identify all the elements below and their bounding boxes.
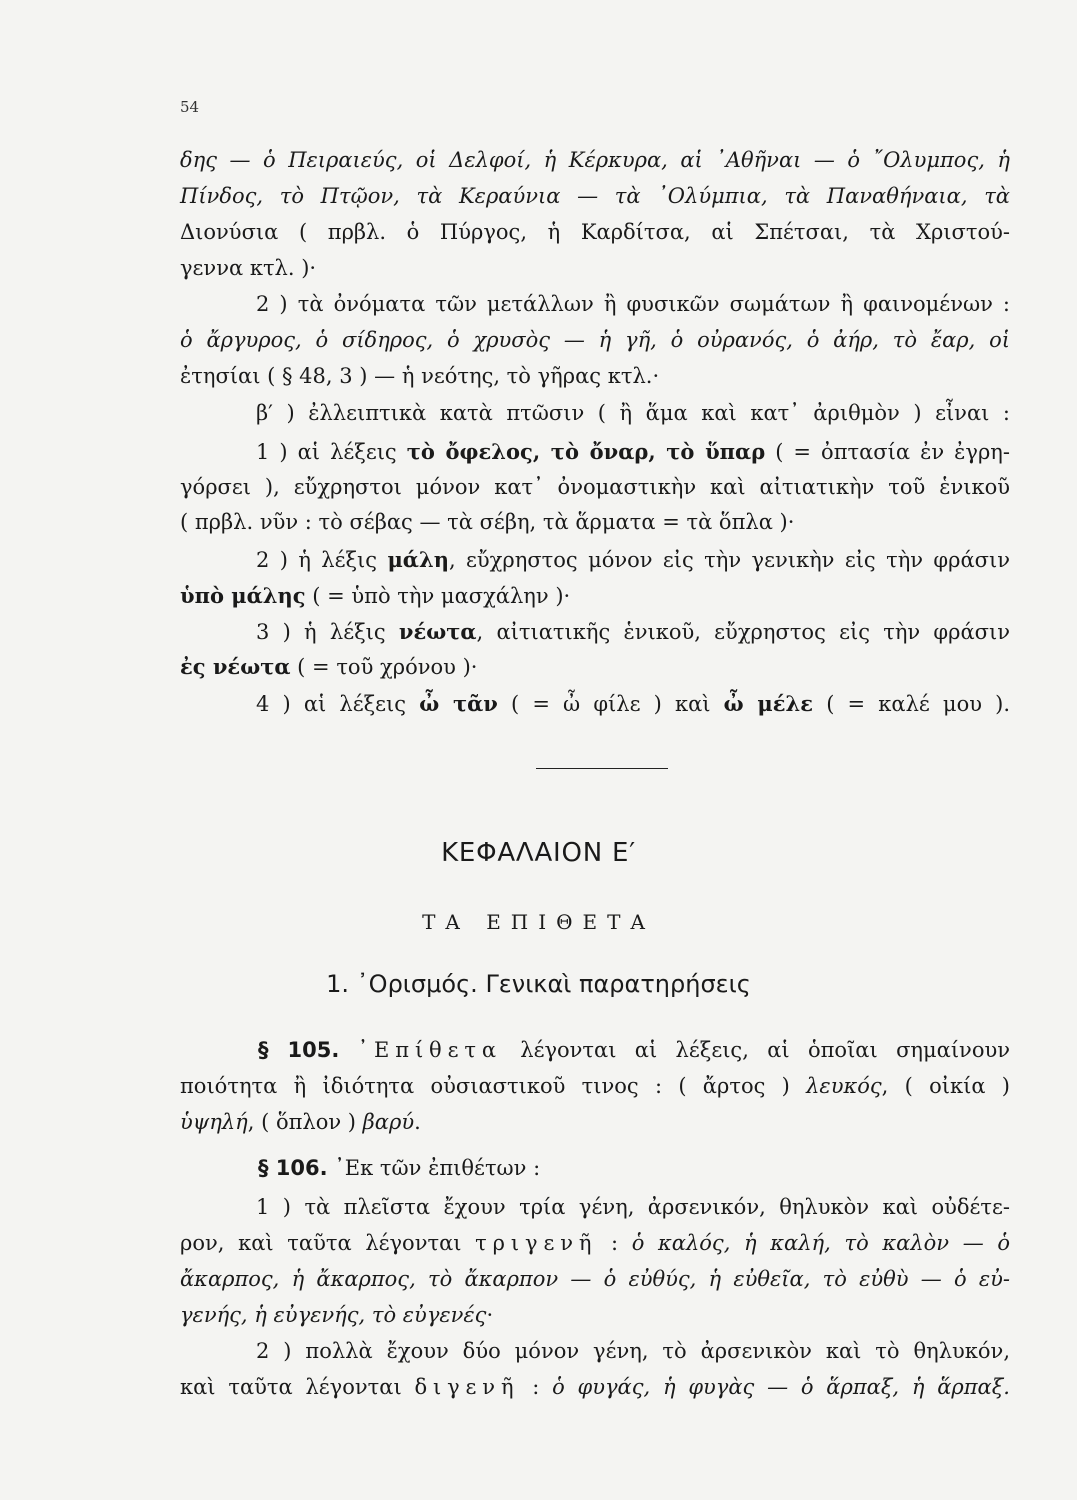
text-run: . — [414, 1110, 421, 1134]
subsection-title: 1. ᾿Ορισμός. Γενικαὶ παρατηρήσεις — [326, 970, 751, 998]
text-line: ( πρβλ. νῦν : τὸ σέβας — τὰ σέβη, τὰ ἅρματα = τὰ ὅπλα )· — [180, 510, 795, 534]
text-run: 2 ) ἡ λέξις — [256, 548, 388, 572]
text-run: καὶ ταῦτα λέγονται — [180, 1375, 415, 1399]
bold-term: ὑπὸ μάλης — [180, 583, 306, 608]
text-run: : — [597, 1231, 632, 1255]
section-title: ΤΑ ΕΠΙΘΕΤΑ — [422, 910, 655, 934]
italic-term: ὁ φυγάς, ἡ φυγὰς — ὁ ἅρπαξ, ἡ ἅρπαξ. — [552, 1375, 1010, 1399]
text-run: · — [486, 1303, 494, 1327]
text-line: Διονύσια ( πρβλ. ὁ Πύργος, ἡ Καρδίτσα, αἱ Σπέτσαι, τὰ Χριστού- — [180, 220, 1010, 244]
text-run: , ( οἰκία ) — [881, 1074, 1010, 1098]
bold-term: ἐς νέωτα — [180, 654, 291, 679]
text-line: ὁ ἄργυρος, ὁ σίδηρος, ὁ χρυσὸς — ἡ γῆ, ὁ οὐρανός, ὁ ἀήρ, τὸ ἔαρ, οἱ — [180, 328, 1010, 352]
section-divider — [536, 768, 668, 769]
text-run: 3 ) ἡ λέξις — [256, 620, 399, 644]
text-line: 2 ) τὰ ὀνόματα τῶν μετάλλων ἢ φυσικῶν σωμάτων ἢ φαινομένων : — [256, 292, 1010, 316]
paragraph-106 — [258, 1158, 1010, 1179]
text-line: δης — ὁ Πειραιεύς, οἱ Δελφοί, ἡ Κέρκυρα, αἱ ᾿Αθῆναι — ὁ ῎Ολυμπος, ἡ — [180, 148, 1010, 172]
text-line: β′ ) ἐλλειπτικὰ κατὰ πτῶσιν ( ἢ ἅμα καὶ κατ᾿ ἀριθμὸν ) εἶναι : — [256, 401, 1010, 425]
italic-term: ὑψηλή — [180, 1110, 248, 1134]
italic-term: βαρύ — [362, 1110, 415, 1134]
text-run: ( = ὦ φίλε ) καὶ — [497, 692, 724, 716]
text-run: 4 ) αἱ λέξεις — [256, 692, 420, 716]
text-line: ἄκαρπος, ἡ ἄκαρπος, τὸ ἄκαρπον — ὁ εὐθύς, ἡ εὐθεῖα, τὸ εὐθὺ — ὁ εὐ- — [180, 1267, 1010, 1291]
text-line: γεννα κτλ. )· — [180, 256, 317, 280]
text-line — [180, 1233, 1010, 1254]
page-number: 54 — [180, 98, 200, 116]
paragraph-105 — [258, 1040, 1010, 1061]
text-line: 2 ) πολλὰ ἔχουν δύο μόνον γένη, τὸ ἀρσενικὸν καὶ τὸ θηλυκόν, — [256, 1339, 1010, 1363]
text-line: ἐτησίαι ( § 48, 3 ) — ἡ νεότης, τὸ γῆρας κτλ.· — [180, 364, 660, 388]
text-run: ποιότητα ἢ ἰδιότητα οὐσιαστικοῦ τινος : ( ἄρτος ) — [180, 1074, 807, 1098]
spaced-term: ᾿Επίθετα — [357, 1038, 502, 1062]
text-run: ( = τοῦ χρόνου )· — [290, 655, 478, 679]
text-line — [180, 1305, 1010, 1326]
text-run: , εὔχρηστος μόνον εἰς τὴν γενικὴν εἰς τὴν φράσιν — [448, 548, 1010, 572]
bold-term: νέωτα — [398, 619, 477, 644]
text-line — [256, 441, 1010, 463]
text-run: ( = ὑπὸ τὴν μασχάλην )· — [305, 584, 571, 608]
text-line — [180, 585, 1010, 607]
text-line: 1 ) τὰ πλεῖστα ἔχουν τρία γένη, ἀρσενικόν, θηλυκὸν καὶ οὐδέτε- — [256, 1195, 1010, 1219]
text-run: 1 ) αἱ λέξεις — [256, 440, 407, 464]
text-line — [256, 621, 1010, 643]
text-run: , ( ὅπλον ) — [247, 1110, 363, 1134]
text-line — [256, 693, 1010, 715]
text-run: , αἰτιατικῆς ἑνικοῦ, εὔχρηστος εἰς τὴν φράσιν — [476, 620, 1010, 644]
paragraph-number: § 106. — [258, 1156, 328, 1180]
text-line: γόρσει ), εὔχρηστοι μόνον κατ᾿ ὀνομαστικὴν καὶ αἰτιατικὴν τοῦ ἑνικοῦ — [180, 475, 1010, 499]
italic-term: λευκός — [806, 1074, 882, 1098]
italic-term: ὁ καλός, ἡ καλή, τὸ καλὸν — ὁ — [631, 1231, 1011, 1255]
bold-term: μάλη — [387, 547, 449, 572]
text-line: Πίνδος, τὸ Πτῷον, τὰ Κεραύνια — τὰ ᾿Ολύμπια, τὰ Παναθήναια, τὰ — [180, 184, 1010, 208]
spaced-term: διγενῆ — [414, 1375, 520, 1399]
text-run: ᾿Εκ τῶν ἐπιθέτων : — [327, 1156, 541, 1180]
italic-term: γενής, ἡ εὐγενής, τὸ εὐγενές — [180, 1303, 487, 1327]
text-run: ρον, καὶ ταῦτα λέγονται — [180, 1231, 476, 1255]
bold-term: ὦ τᾶν — [419, 691, 498, 716]
spaced-term: τριγενῆ — [475, 1231, 598, 1255]
text-run: ( = καλέ μου ). — [813, 692, 1010, 716]
text-line — [180, 1076, 1010, 1097]
text-run: ( = ὀπτασία ἐν ἐγρη- — [765, 440, 1010, 464]
text-line — [180, 656, 1010, 678]
text-line — [180, 1377, 1010, 1398]
text-run: λέγονται αἱ λέξεις, αἱ ὁποῖαι σημαίνουν — [501, 1038, 1010, 1062]
text-line — [180, 1112, 1010, 1133]
paragraph-number: § 105. — [258, 1038, 340, 1062]
text-run: : — [519, 1375, 553, 1399]
chapter-title: ΚΕΦΑΛΑΙΟΝ Ε′ — [441, 838, 636, 868]
bold-term: ὦ μέλε — [723, 691, 814, 716]
text-line — [256, 549, 1010, 571]
bold-term: τὸ ὄφελος, τὸ ὄναρ, τὸ ὕπαρ — [406, 439, 766, 464]
